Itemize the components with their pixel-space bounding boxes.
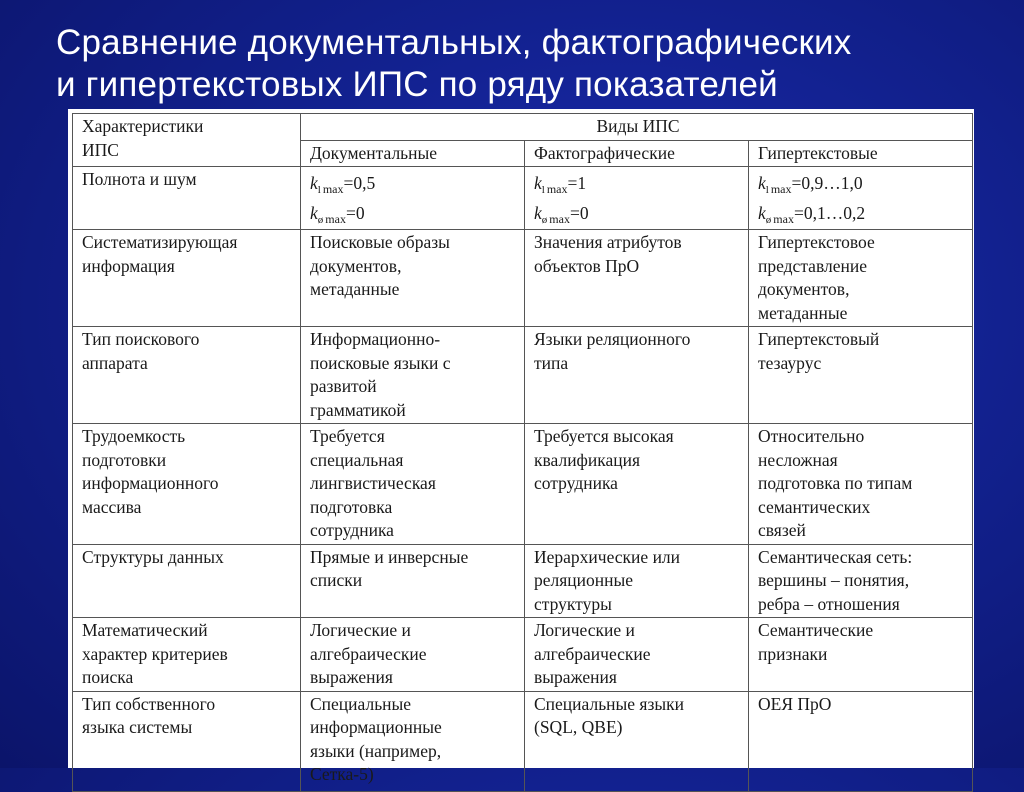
coef-max: max (546, 182, 568, 196)
cell-line: документов, (310, 255, 402, 276)
table-cell (749, 691, 973, 791)
row-name-cell (73, 167, 301, 230)
row-name-line: Математический (82, 620, 208, 640)
cell-line: лингвистическая (310, 473, 436, 493)
table-row (73, 544, 973, 618)
cell-line: алгебраические (534, 643, 651, 664)
table-cell (301, 327, 525, 424)
row-name-cell (73, 691, 301, 791)
coefficient-noise (534, 198, 742, 228)
coef-subscript: l (541, 184, 545, 196)
row-name-line: аппарата (82, 352, 148, 373)
slide-title (56, 22, 996, 106)
row-name-line: Тип собственного (82, 693, 216, 714)
table-cell (525, 691, 749, 791)
cell-line: тезаурус (758, 352, 822, 373)
coef-max: max (322, 182, 344, 196)
table-row (73, 167, 973, 230)
table-row (73, 424, 973, 545)
cell-line: сотрудника (310, 520, 394, 540)
coefficient-completeness (758, 168, 966, 198)
coef-symbol: k (534, 203, 542, 223)
row-name-cell (73, 327, 301, 424)
coef-subscript: l (765, 184, 769, 196)
table-cell (749, 618, 973, 692)
cell-line: Семантическая сеть: (758, 546, 913, 567)
table-cell (525, 327, 749, 424)
cell-line: сотрудника (534, 473, 618, 493)
cell-line: Языки реляционного (534, 329, 691, 349)
coef-symbol: k (310, 173, 318, 193)
table-cell (301, 691, 525, 791)
slide-title-line-2: и гипертекстовых ИПС по ряду показателей (56, 65, 778, 104)
cell-line: информационные (310, 717, 442, 737)
row-name-line: информационного (82, 473, 219, 493)
cell-line: развитой (310, 376, 377, 396)
row-name-line: языка системы (82, 717, 193, 737)
cell-line: грамматикой (310, 399, 406, 420)
row-name-line: Тип поискового (82, 329, 200, 349)
row-name-cell (73, 230, 301, 327)
table-cell (749, 424, 973, 545)
table-row (73, 230, 973, 327)
cell-line: алгебраические (310, 643, 427, 664)
cell-line: Семантические (758, 620, 874, 640)
coef-value: =0,1…0,2 (793, 203, 866, 223)
comparison-table-sheet (68, 109, 974, 784)
coef-subscript: l (317, 184, 321, 196)
row-name-line: Полнота и шум (82, 169, 197, 189)
table-cell (749, 230, 973, 327)
cell-line: типа (534, 352, 569, 373)
cell-line: подготовка по типам (758, 473, 913, 493)
table-row (73, 618, 973, 692)
row-name-line: характер критериев (82, 643, 228, 664)
column-header-documentary: Документальные (301, 140, 525, 167)
coefficient-completeness (534, 168, 742, 198)
table-cell (525, 544, 749, 618)
row-name-cell (73, 544, 301, 618)
cell-line: Поисковые образы (310, 232, 450, 252)
cell-line: Логические и (310, 620, 411, 640)
coef-symbol: k (534, 173, 542, 193)
row-name-line: массива (82, 496, 142, 517)
coef-value: =0 (569, 203, 589, 223)
cell-line: метаданные (310, 279, 400, 299)
cell-line: подготовка (310, 496, 393, 517)
column-header-hypertext: Гипертекстовые (749, 140, 973, 167)
row-name-line: информация (82, 255, 175, 276)
table-row (73, 691, 973, 791)
coef-max: max (325, 212, 346, 226)
coefficient-noise (758, 198, 966, 228)
table-cell (301, 618, 525, 692)
cell-line: специальная (310, 449, 404, 470)
row-name-line: Трудоемкость (82, 426, 186, 446)
cell-line: объектов ПрО (534, 255, 640, 276)
corner-header-cell (73, 114, 301, 167)
table-cell (525, 230, 749, 327)
row-name-line: поиска (82, 667, 134, 687)
coef-value: =0,9…1,0 (791, 173, 863, 193)
slide-title-line-1: Сравнение документальных, фактографических (56, 23, 852, 62)
table-cell (749, 167, 973, 230)
table-cell (301, 424, 525, 545)
cell-line: Логические и (534, 620, 635, 640)
row-name-line: Систематизирующая (82, 232, 238, 252)
coef-subscript: ø (541, 214, 548, 226)
cell-line: Значения атрибутов (534, 232, 682, 252)
cell-line: структуры (534, 593, 612, 614)
table-cell (749, 544, 973, 618)
coefficient-noise (310, 198, 518, 228)
cell-line: списки (310, 570, 363, 590)
cell-line: Гипертекстовый (758, 329, 880, 349)
cell-line: выражения (534, 667, 617, 687)
cell-line: представление (758, 255, 867, 276)
cell-line: квалификация (534, 449, 641, 470)
corner-header-line: Характеристики (82, 116, 204, 136)
cell-line: признаки (758, 643, 828, 664)
cell-line: Гипертекстовое (758, 232, 875, 252)
coef-max: max (770, 182, 792, 196)
table-cell (525, 167, 749, 230)
table-cell (301, 230, 525, 327)
corner-header-line: ИПС (82, 139, 119, 160)
coef-subscript: ø (317, 214, 324, 226)
coef-symbol: k (310, 203, 318, 223)
cell-line: Информационно- (310, 329, 441, 349)
cell-line: Относительно (758, 426, 865, 446)
group-header-cell: Виды ИПС (301, 114, 973, 141)
comparison-table (72, 113, 973, 792)
table-cell (301, 544, 525, 618)
row-name-line: подготовки (82, 449, 167, 470)
cell-line: выражения (310, 667, 393, 687)
cell-line: Иерархические или (534, 546, 681, 567)
coef-value: =1 (567, 173, 587, 193)
coef-max: max (549, 212, 570, 226)
table-row (73, 327, 973, 424)
cell-line: семантических (758, 496, 871, 517)
cell-line: связей (758, 520, 806, 540)
coef-value: =0 (345, 203, 365, 223)
table-cell (749, 327, 973, 424)
cell-line: Специальные языки (534, 693, 685, 714)
table-header-row-1 (73, 114, 973, 141)
column-header-factographic: Фактографические (525, 140, 749, 167)
coef-symbol: k (758, 173, 766, 193)
cell-line: Специальные (310, 693, 412, 714)
cell-line: языки (например, (310, 740, 442, 761)
cell-line: документов, (758, 279, 850, 299)
cell-line: несложная (758, 449, 838, 470)
cell-line: ОЕЯ ПрО (758, 693, 832, 714)
cell-line: Требуется (310, 426, 385, 446)
cell-line: Прямые и инверсные (310, 546, 469, 567)
cell-line: (SQL, QBE) (534, 717, 623, 737)
row-name-line: Структуры данных (82, 546, 224, 567)
coef-subscript: ø (765, 214, 772, 226)
row-name-cell (73, 618, 301, 692)
cell-line: метаданные (758, 302, 848, 323)
cell-line: поисковые языки с (310, 352, 451, 373)
cell-line: Сетка-5) (310, 764, 374, 784)
cell-line: вершины – понятия, (758, 570, 910, 590)
coef-max: max (773, 212, 794, 226)
coefficient-completeness (310, 168, 518, 198)
table-cell (525, 618, 749, 692)
coef-value: =0,5 (343, 173, 376, 193)
coef-symbol: k (758, 203, 766, 223)
cell-line: реляционные (534, 570, 634, 590)
cell-line: Требуется высокая (534, 426, 674, 446)
table-cell (301, 167, 525, 230)
table-cell (525, 424, 749, 545)
row-name-cell (73, 424, 301, 545)
cell-line: ребра – отношения (758, 593, 900, 614)
